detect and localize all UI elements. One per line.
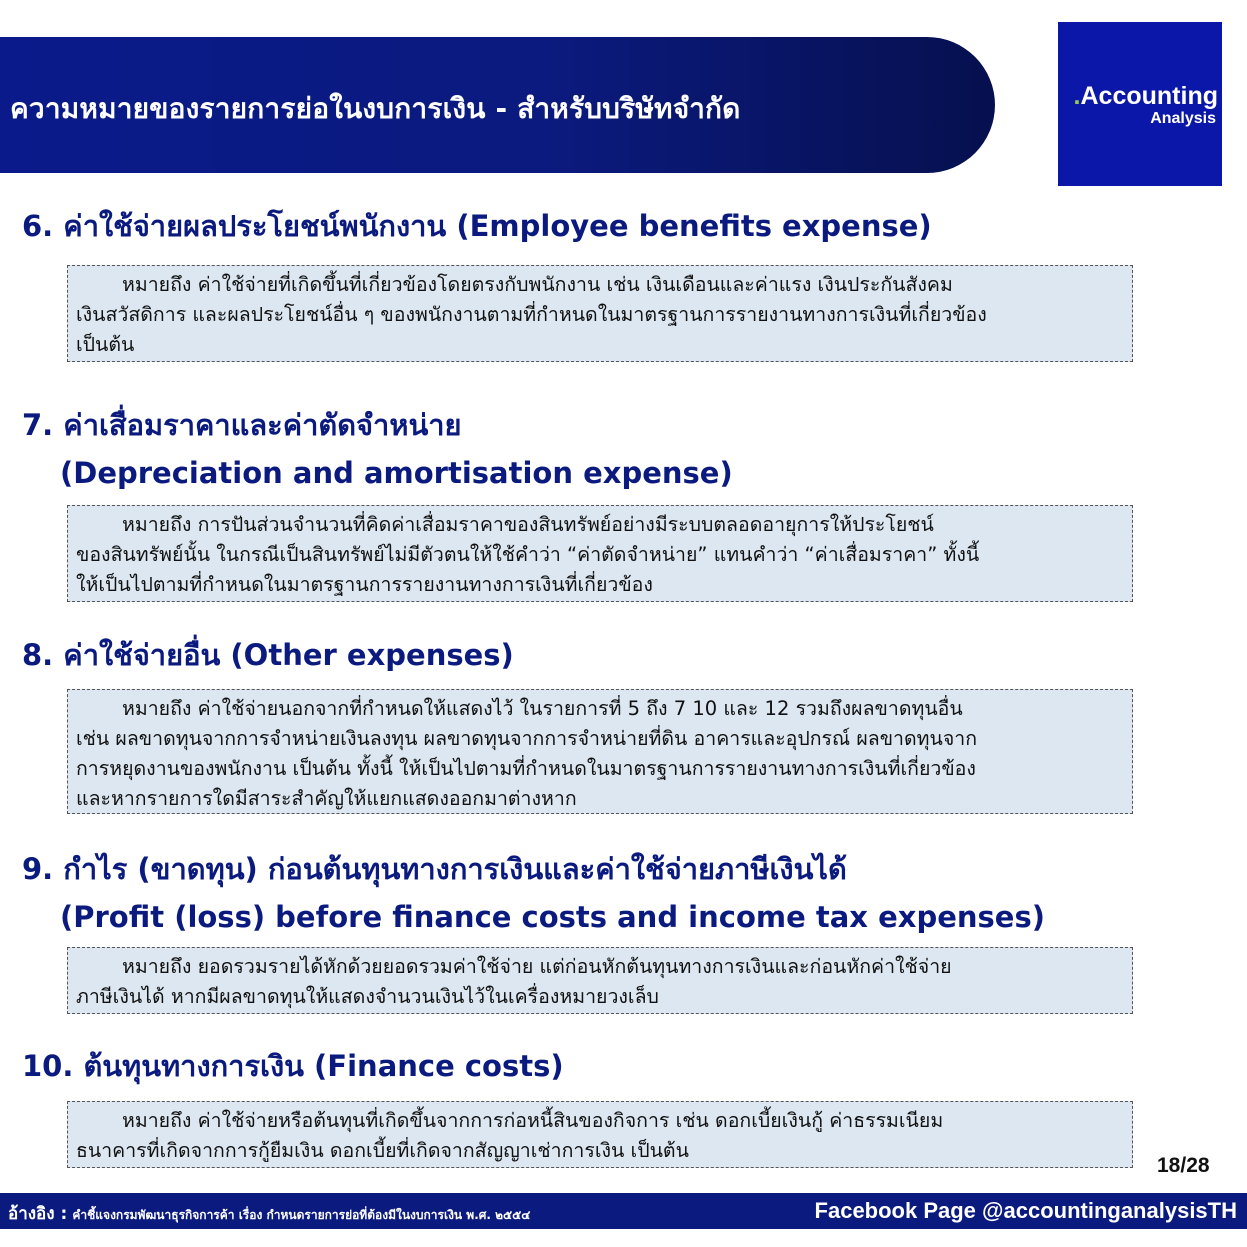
footer-reference [8,1200,530,1227]
footer-reference-label: อ้างอิง : [8,1204,68,1224]
definition-line: หมายถึง ค่าใช้จ่ายนอกจากที่กำหนดให้แสดงไว้ ในรายการที่ 5 ถึง 7 10 และ 12 รวมถึงผลขาดทุนอื่น [122,697,963,720]
page-number: 18/28 [1157,1154,1210,1177]
page-title: ความหมายของรายการย่อในงบการเงิน - สำหรับบริษัทจำกัด [10,92,741,125]
definition-line: หมายถึง การปันส่วนจำนวนที่คิดค่าเสื่อมราคาของสินทรัพย์อย่างมีระบบตลอดอายุการให้ประโยชน์ [122,513,934,536]
title-banner [0,37,995,173]
section-heading-7 [22,402,733,490]
logo-text-main [1074,82,1218,111]
section-heading-9-line2: (Profit (loss) before finance costs and income tax expenses) [60,900,1045,934]
definition-line: ของสินทรัพย์นั้น ในกรณีเป็นสินทรัพย์ไม่มีตัวตนให้ใช้คำว่า “ค่าตัดจำหน่าย” แทนคำว่า “ค่าเสื่อมราคา” ทั้งนี้ [76,543,980,566]
definition-line: หมายถึง ยอดรวมรายได้หักด้วยยอดรวมค่าใช้จ่าย แต่ก่อนหักต้นทุนทางการเงินและก่อนหักค่าใช้จ่าย [122,955,952,978]
footer-reference-text: คำชี้แจงกรมพัฒนาธุรกิจการค้า เรื่อง กำหนดรายการย่อที่ต้องมีในงบการเงิน พ.ศ. ๒๕๕๔ [72,1208,531,1222]
section-heading-7-line2: (Depreciation and amortisation expense) [60,456,733,490]
definition-line: ธนาคารที่เกิดจากการกู้ยืมเงิน ดอกเบี้ยที่เกิดจากสัญญาเช่าการเงิน เป็นต้น [76,1139,689,1162]
logo-text-sub: Analysis [1150,110,1216,127]
definition-box-6 [67,265,1133,362]
facebook-page-link[interactable]: Facebook Page @accountinganalysisTH [814,1198,1237,1223]
section-heading-9-line1: 9. กำไร (ขาดทุน) ก่อนต้นทุนทางการเงินและค่าใช้จ่ายภาษีเงินได้ [22,852,847,886]
definition-line: หมายถึง ค่าใช้จ่ายที่เกิดขึ้นที่เกี่ยวข้องโดยตรงกับพนักงาน เช่น เงินเดือนและค่าแรง เงินประกันสังคม [122,273,953,296]
section-heading-9 [22,846,1045,934]
definition-line: และหากรายการใดมีสาระสำคัญให้แยกแสดงออกมาต่างหาก [76,787,577,810]
section-heading-10 [22,1043,564,1089]
brand-logo [1058,22,1222,186]
definition-line: เช่น ผลขาดทุนจากการจำหน่ายเงินลงทุน ผลขาดทุนจากการจำหน่ายที่ดิน อาคารและอุปกรณ์ ผลขาดทุนจาก [76,727,978,750]
definition-line: เงินสวัสดิการ และผลประโยชน์อื่น ๆ ของพนักงานตามที่กำหนดในมาตรฐานการรายงานทางการเงินที่เกี่ยวข้อง [76,303,987,326]
definition-line: ภาษีเงินได้ หากมีผลขาดทุนให้แสดงจำนวนเงินไว้ในเครื่องหมายวงเล็บ [76,985,659,1008]
definition-line: เป็นต้น [76,333,135,356]
logo-line1: Accounting [1080,82,1218,110]
section-heading-7-line1: 7. ค่าเสื่อมราคาและค่าตัดจำหน่าย [22,408,462,442]
definition-box-9 [67,947,1133,1014]
definition-line: หมายถึง ค่าใช้จ่ายหรือต้นทุนที่เกิดขึ้นจากการก่อหนี้สินของกิจการ เช่น ดอกเบี้ยเงินกู้ ค่าธรรมเนียม [122,1109,944,1132]
section-heading-8 [22,632,514,678]
definition-line: ให้เป็นไปตามที่กำหนดในมาตรฐานการรายงานทางการเงินที่เกี่ยวข้อง [76,573,653,596]
section-heading-8-line1: 8. ค่าใช้จ่ายอื่น (Other expenses) [22,638,514,672]
section-heading-6-line1: 6. ค่าใช้จ่ายผลประโยชน์พนักงาน (Employee benefits expense) [22,209,932,243]
definition-box-10 [67,1101,1133,1168]
definition-line: การหยุดงานของพนักงาน เป็นต้น ทั้งนี้ ให้เป็นไปตามที่กำหนดในมาตรฐานการรายงานทางการเงินที่เกี่ยวข้อง [76,757,976,780]
definition-box-7 [67,505,1133,602]
definition-box-8 [67,689,1133,814]
footer-bar [0,1193,1247,1229]
logo-dot-icon: . [1073,82,1081,110]
section-heading-6 [22,203,932,249]
section-heading-10-line1: 10. ต้นทุนทางการเงิน (Finance costs) [22,1049,564,1083]
